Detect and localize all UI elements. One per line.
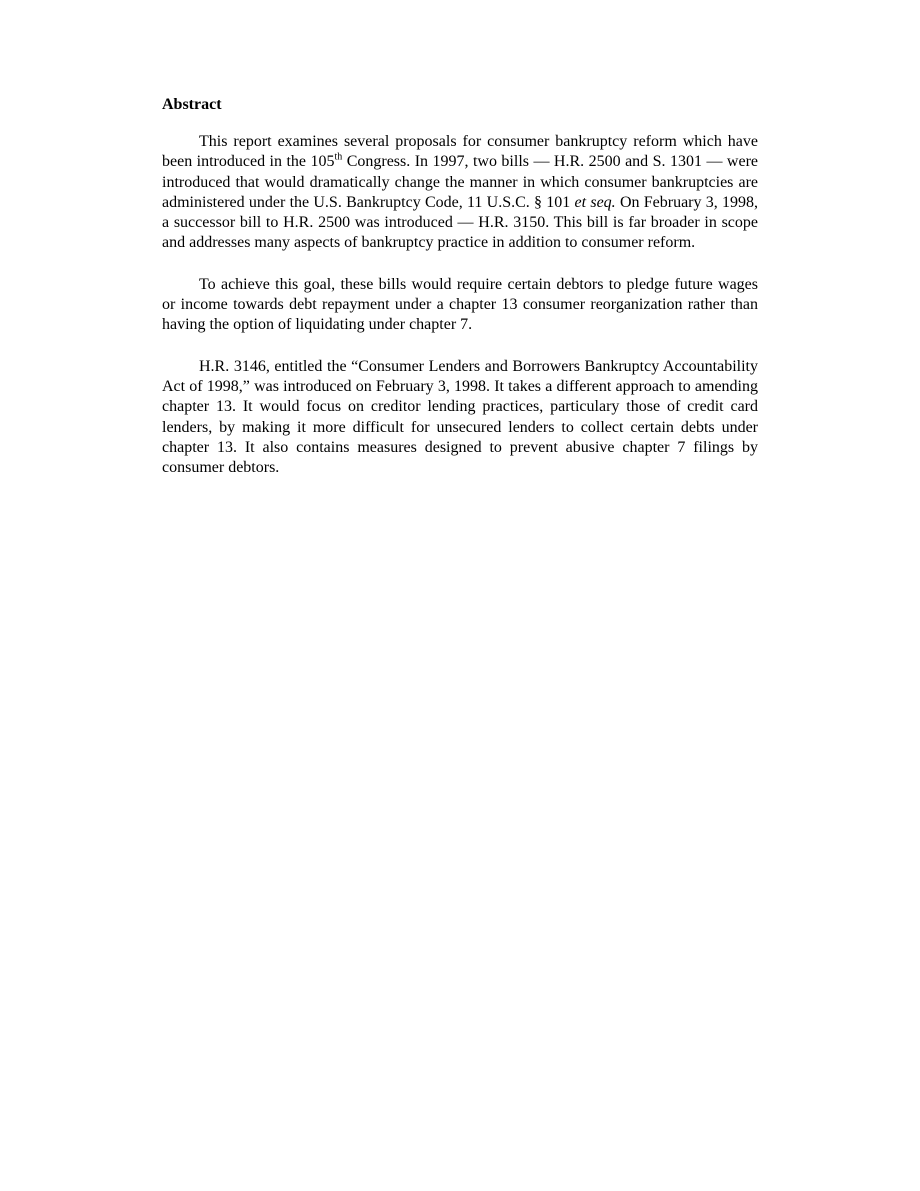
paragraph-2: To achieve this goal, these bills would require certain debtors to pledge future wages or income towards debt repayment under a chapter 13 consumer reorganization rather than having the option of liquidating under chapter 7. [162,275,758,334]
paragraph-1-part-b: Congress. In 1997, two bills — H.R. 2500 and S. 1301 — were introduced that would dramatically change the manner in which consumer bankruptcies are administered under the U.S. Bankruptcy Code, 11 U.S.C. § 101 [162,153,758,211]
document-page [162,95,758,499]
abstract-heading: Abstract [162,96,222,113]
ordinal-superscript: th [334,151,343,163]
paragraph-1 [162,132,758,254]
paragraph-1-part-a: This report examines several proposals for consumer bankruptcy reform which have been introduced in the 105 [162,133,758,171]
paragraph-1-part-c: On February 3, 1998, a successor bill to H.R. 2500 was introduced — H.R. 3150. This bill is far broader in scope and addresses many aspects of bankruptcy practice in addition to consumer reform. [162,193,759,252]
paragraph-3: H.R. 3146, entitled the “Consumer Lenders and Borrowers Bankruptcy Accountability Act of 1998,” was introduced on February 3, 1998. It takes a different approach to amending chapter 13. It would focus on creditor lending practices, particulary those of credit card lenders, by making it more difficult for unsecured lenders to collect certain debts under chapter 13. It also contains measures designed to prevent abusive chapter 7 filings by consumer debtors. [162,357,758,477]
et-seq-italic: et seq. [574,193,616,211]
